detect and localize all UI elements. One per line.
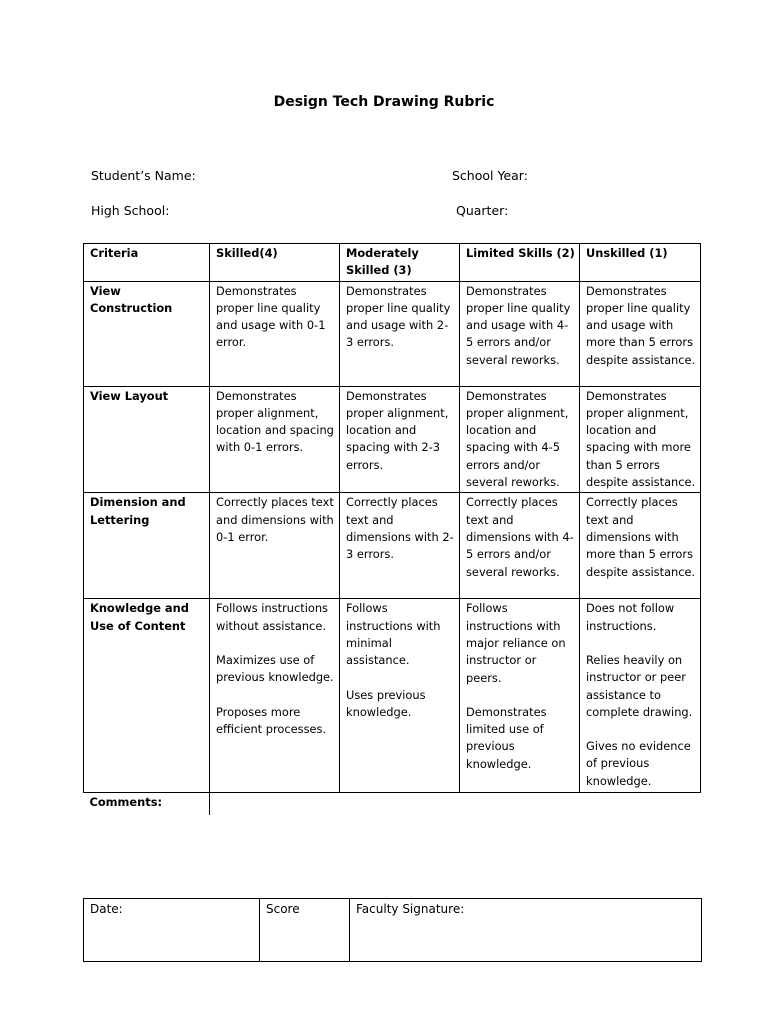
score-label: Score bbox=[266, 902, 300, 916]
table-row bbox=[84, 493, 701, 599]
rubric-cell: Correctly places text and dimensions with more than 5 errors despite assistance. bbox=[580, 493, 701, 599]
rubric-cell bbox=[210, 599, 340, 793]
date-field[interactable] bbox=[84, 899, 260, 962]
rubric-cell: Correctly places text and dimensions with 0-1 error. bbox=[210, 493, 340, 599]
school-year-label: School Year: bbox=[452, 168, 528, 183]
quarter-label: Quarter: bbox=[456, 203, 509, 218]
rubric-table bbox=[83, 243, 701, 815]
rubric-cell: Demonstrates proper line quality and usage with 4-5 errors and/or several reworks. bbox=[460, 281, 580, 386]
cell-paragraph: Proposes more efficient processes. bbox=[216, 704, 327, 736]
rubric-cell: Correctly places text and dimensions with 2-3 errors. bbox=[340, 493, 460, 599]
page-title: Design Tech Drawing Rubric bbox=[273, 94, 495, 110]
table-row bbox=[84, 386, 701, 493]
comments-row bbox=[84, 793, 701, 815]
faculty-signature-label: Faculty Signature: bbox=[356, 902, 465, 916]
rubric-cell: Demonstrates proper alignment, location and spacing with 2-3 errors. bbox=[340, 386, 460, 493]
rubric-cell bbox=[340, 599, 460, 793]
cell-paragraph: Maximizes use of previous knowledge. bbox=[216, 652, 334, 685]
criteria-cell: Knowledge and Use of Content bbox=[84, 599, 210, 793]
column-header-moderately-skilled: Moderately Skilled (3) bbox=[340, 244, 460, 282]
date-label: Date: bbox=[90, 902, 123, 916]
rubric-cell: Demonstrates proper alignment, location and spacing with 4-5 errors and/or several reworks. bbox=[460, 386, 580, 493]
rubric-cell: Correctly places text and dimensions with 4-5 errors and/or several reworks. bbox=[460, 493, 580, 599]
rubric-cell bbox=[580, 599, 701, 793]
cell-paragraph: Gives no evidence of previous knowledge. bbox=[586, 739, 691, 788]
rubric-cell: Demonstrates proper line quality and usage with 0-1 error. bbox=[210, 281, 340, 386]
rubric-cell: Demonstrates proper alignment, location and spacing with more than 5 errors despite assistance. bbox=[580, 386, 701, 493]
faculty-signature-field[interactable] bbox=[350, 899, 702, 962]
criteria-cell: Dimension and Lettering bbox=[84, 493, 210, 599]
rubric-cell: Demonstrates proper line quality and usage with 2-3 errors. bbox=[340, 281, 460, 386]
column-header-limited-skills: Limited Skills (2) bbox=[460, 244, 580, 282]
rubric-cell bbox=[460, 599, 580, 793]
rubric-header-row bbox=[84, 244, 701, 282]
table-row bbox=[84, 281, 701, 386]
rubric-cell: Demonstrates proper line quality and usage with more than 5 errors despite assistance. bbox=[580, 281, 701, 386]
column-header-skilled: Skilled(4) bbox=[210, 244, 340, 282]
cell-paragraph: Follows instructions with minimal assistance. bbox=[346, 601, 441, 668]
column-header-criteria: Criteria bbox=[84, 244, 210, 282]
cell-paragraph: Follows instructions without assistance. bbox=[216, 601, 328, 633]
cell-paragraph: Does not follow instructions. bbox=[586, 601, 675, 633]
criteria-cell: View Construction bbox=[84, 281, 210, 386]
score-field[interactable] bbox=[260, 899, 350, 962]
column-header-unskilled: Unskilled (1) bbox=[580, 244, 701, 282]
signature-table bbox=[83, 898, 702, 962]
student-name-label: Student’s Name: bbox=[91, 168, 196, 183]
high-school-label: High School: bbox=[91, 203, 170, 218]
rubric-cell: Demonstrates proper alignment, location and spacing with 0-1 errors. bbox=[210, 386, 340, 493]
table-row bbox=[84, 599, 701, 793]
comments-label: Comments: bbox=[89, 795, 163, 810]
cell-paragraph: Relies heavily on instructor or peer assistance to complete drawing. bbox=[586, 652, 693, 719]
cell-paragraph: Demonstrates limited use of previous knowledge. bbox=[466, 704, 547, 771]
cell-paragraph: Follows instructions with major reliance on instructor or peers. bbox=[466, 601, 566, 685]
criteria-cell: View Layout bbox=[84, 386, 210, 493]
cell-paragraph: Uses previous knowledge. bbox=[346, 687, 426, 719]
